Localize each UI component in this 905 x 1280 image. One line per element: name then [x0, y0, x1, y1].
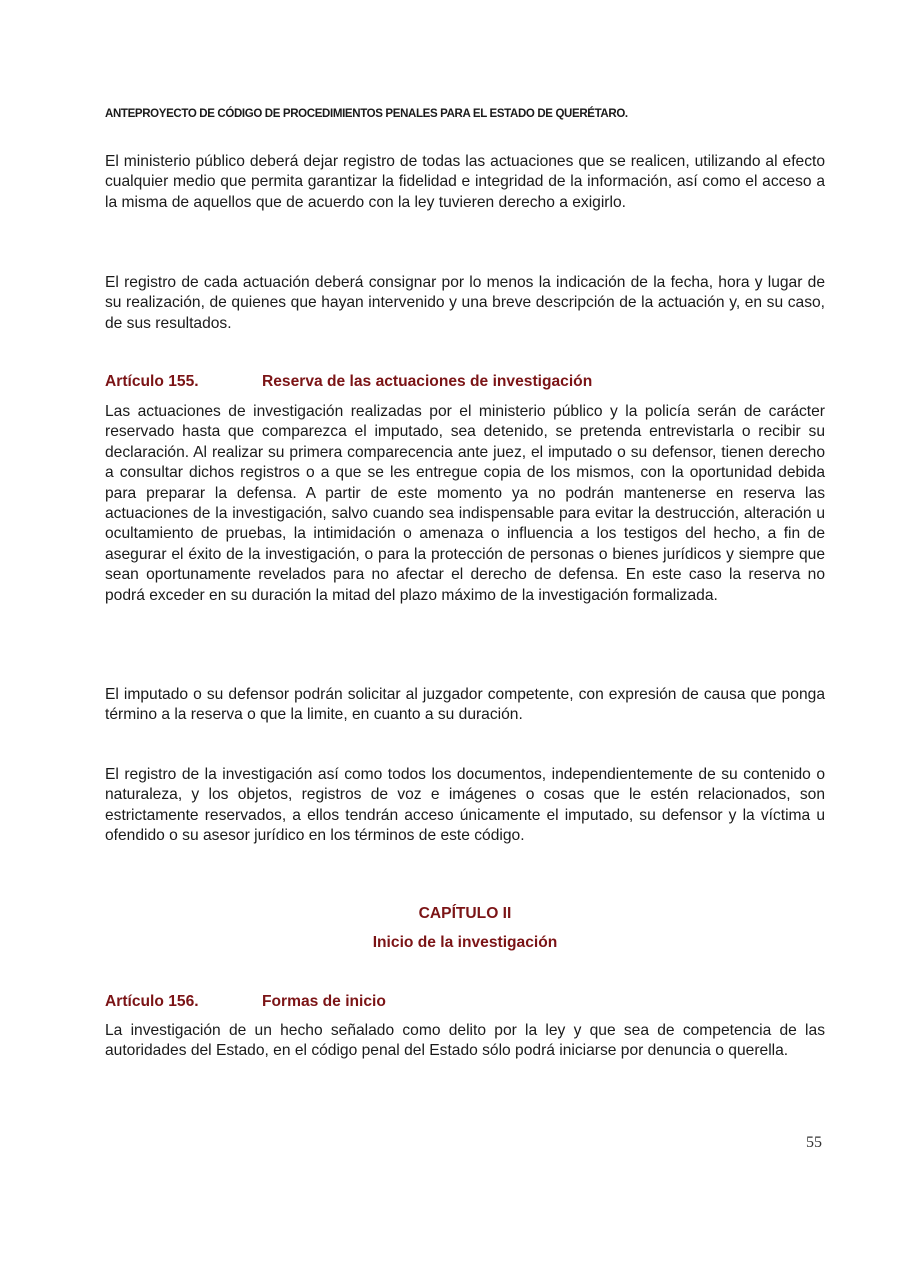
- article-155-heading: [105, 372, 825, 392]
- document-header: ANTEPROYECTO DE CÓDIGO DE PROCEDIMIENTOS PENALES PARA EL ESTADO DE QUERÉTARO.: [105, 108, 628, 120]
- article-number: Artículo 156.: [105, 993, 199, 1010]
- paragraph: El imputado o su defensor podrán solicitar al juzgador competente, con expresión de causa que ponga término a la reserva o que la limite, en cuanto a su duración.: [105, 686, 825, 724]
- article-title: Formas de inicio: [262, 993, 386, 1010]
- article-number: Artículo 155.: [105, 373, 199, 390]
- paragraph: El registro de la investigación así como todos los documentos, independientemente de su contenido o naturaleza, y los objetos, registros de voz e imágenes o cosas que le estén relacionados, son estrictamente reservados, a ellos tendrán acceso únicamente el imputado, su defensor y la víctima u ofendido o su asesor jurídico en los términos de este código.: [105, 766, 825, 845]
- paragraph: La investigación de un hecho señalado como delito por la ley y que sea de competencia de las autoridades del Estado, en el código penal del Estado sólo podrá iniciarse por denuncia o querella.: [105, 1022, 825, 1060]
- article-156-heading: [105, 992, 825, 1012]
- article-title: Reserva de las actuaciones de investigación: [262, 373, 593, 390]
- paragraph: El ministerio público deberá dejar registro de todas las actuaciones que se realicen, utilizando al efecto cualquier medio que permita garantizar la fidelidad e integridad de la información, así como el acceso a la misma de aquellos que de acuerdo con la ley tuvieren derecho a exigirlo.: [105, 153, 825, 211]
- chapter-title: Inicio de la investigación: [372, 934, 558, 951]
- chapter-label: CAPÍTULO II: [418, 905, 512, 922]
- paragraph: El registro de cada actuación deberá consignar por lo menos la indicación de la fecha, hora y lugar de su realización, de quienes que hayan intervenido y una breve descripción de la actuación y, en su caso, de sus resultados.: [105, 274, 825, 332]
- page-number: 55: [806, 1134, 822, 1151]
- paragraph: Las actuaciones de investigación realizadas por el ministerio público y la policía serán de carácter reservado hasta que comparezca el imputado, sea detenido, se pretenda entrevistarla o recibir su declaración. Al realizar su primera comparecencia ante juez, el imputado o su defensor, tienen derecho a consultar dichos registros o a que se les entregue copia de los mismos, con la oportunidad debida para preparar la defensa. A partir de este momento ya no podrán mantenerse en reserva las actuaciones de la investigación, salvo cuando sea indispensable para evitar la destrucción, alteración u ocultamiento de pruebas, la intimidación o amenaza o influencia a los testigos del hecho, a fin de asegurar el éxito de la investigación, o para la protección de personas o bienes jurídicos y siempre que sean oportunamente revelados para no afectar el derecho de defensa. En este caso la reserva no podrá exceder en su duración la mitad del plazo máximo de la investigación formalizada.: [105, 403, 825, 604]
